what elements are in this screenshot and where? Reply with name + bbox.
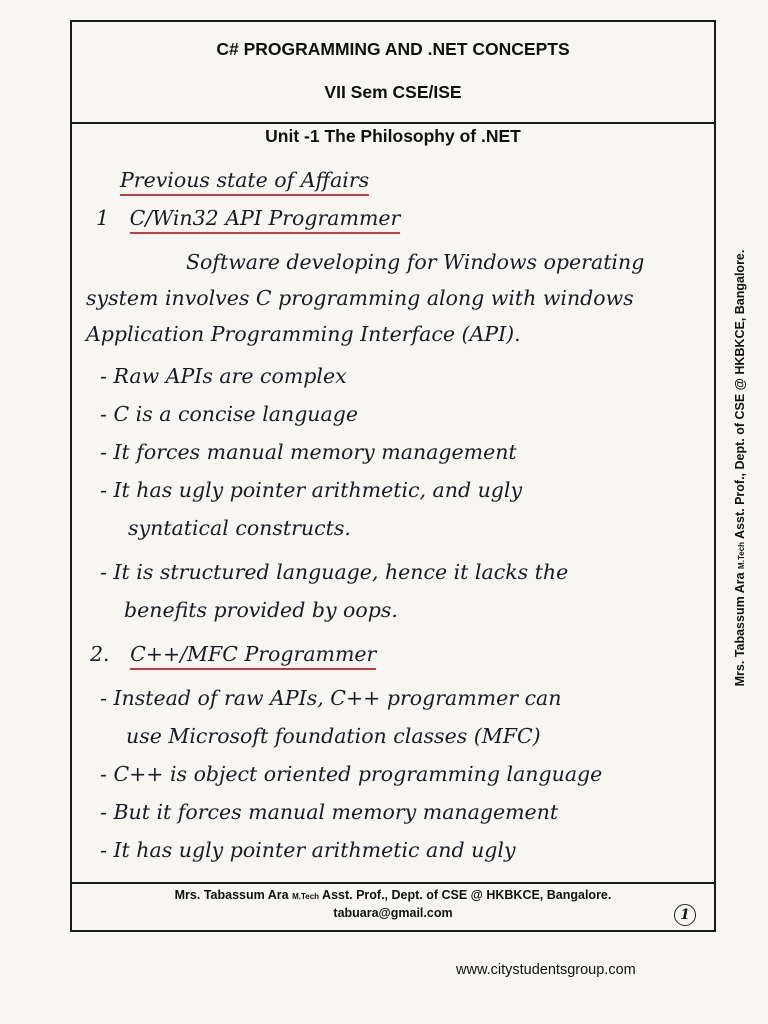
footer-author: Mrs. Tabassum Ara (174, 888, 289, 902)
footer-position: Asst. Prof., Dept. of CSE @ HKBKCE, Bangalore. (322, 888, 612, 902)
website-link[interactable]: www.citystudentsgroup.com (456, 962, 636, 978)
note-line: system involves C programming along with windows (86, 286, 634, 310)
note-line: - Raw APIs are complex (100, 364, 347, 388)
section-1-title: C/Win32 API Programmer (130, 206, 401, 234)
note-line: Software developing for Windows operating (186, 250, 645, 274)
semester-label: VII Sem CSE/ISE (324, 82, 462, 102)
note-line: - But it forces manual memory management (100, 800, 559, 824)
side-author: Mrs. Tabassum Ara (733, 572, 747, 687)
page-number: 1 (674, 904, 696, 926)
unit-title: Unit -1 The Philosophy of .NET (265, 126, 521, 146)
side-degree: M.Tech (737, 541, 746, 569)
footer-degree: M.Tech (292, 892, 320, 901)
note-line: - It forces manual memory management (100, 440, 517, 464)
section-1-number: 1 (96, 206, 110, 230)
note-line: - It has ugly pointer arithmetic, and ugly (100, 478, 523, 502)
course-title: C# PROGRAMMING AND .NET CONCEPTS (216, 39, 570, 59)
side-position: Asst. Prof., Dept. of CSE @ HKBKCE, Bangalore. (733, 249, 747, 539)
note-line: syntatical constructs. (128, 516, 351, 540)
section-2-number: 2. (90, 642, 110, 666)
note-line: benefits provided by oops. (124, 598, 398, 622)
handwritten-notes (86, 162, 708, 880)
side-credit (730, 218, 750, 718)
page-frame (70, 20, 716, 932)
section-2-title: C++/MFC Programmer (130, 642, 376, 670)
notes-heading: Previous state of Affairs (120, 168, 369, 196)
footer-email: tabuara@gmail.com (333, 906, 453, 920)
note-line: - Instead of raw APIs, C++ programmer can (100, 686, 562, 710)
note-line: - It is structured language, hence it lacks the (100, 560, 569, 584)
note-line: - C is a concise language (100, 402, 358, 426)
page-header (72, 22, 714, 124)
note-line: use Microsoft foundation classes (MFC) (126, 724, 541, 748)
page-footer (72, 882, 714, 930)
note-line: Application Programming Interface (API). (86, 322, 521, 346)
note-line: - It has ugly pointer arithmetic and ugly (100, 838, 516, 862)
note-line: - C++ is object oriented programming language (100, 762, 603, 786)
